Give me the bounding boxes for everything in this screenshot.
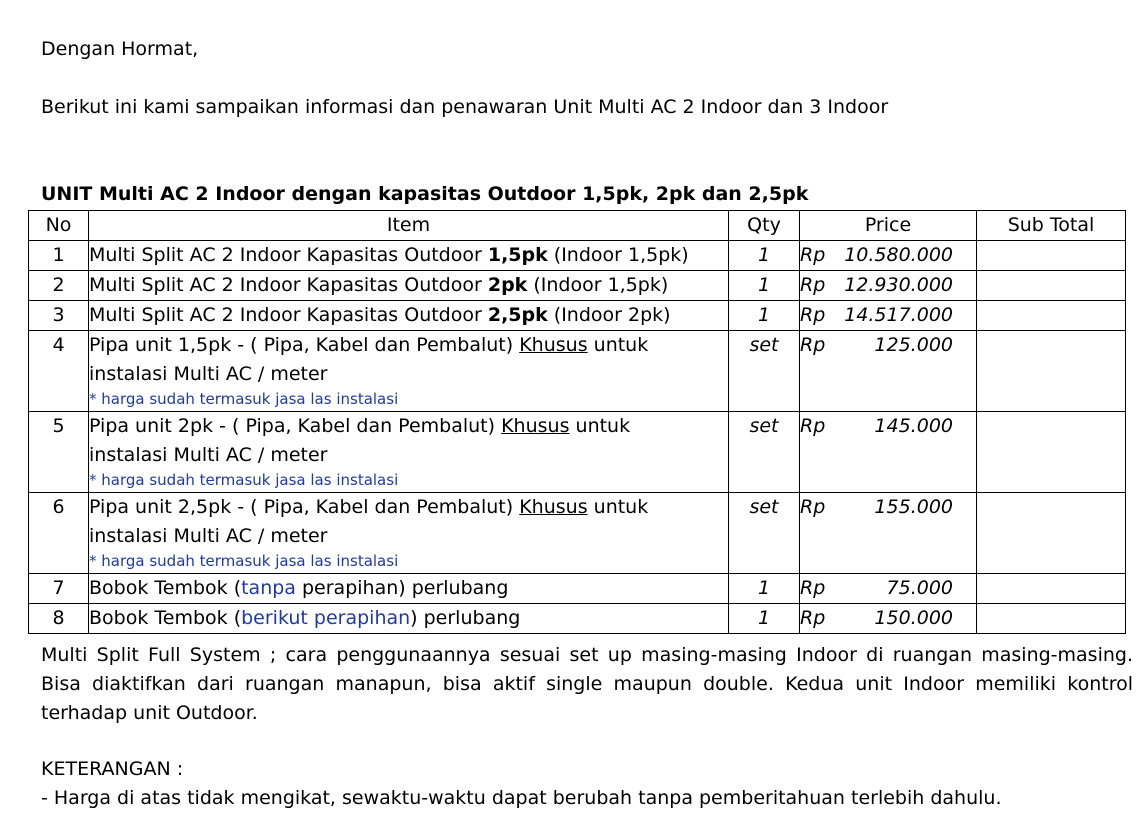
row-item [89,574,729,604]
item-emphasis: Khusus [501,415,570,437]
currency-label: Rp [800,607,826,629]
row-price [800,412,977,493]
row-qty: set [729,412,800,493]
row-subtotal [977,574,1126,604]
price-amount: 75.000 [886,577,953,599]
price-amount: 12.930.000 [844,274,953,296]
item-text: (Indoor 1,5pk) [547,244,689,266]
row-qty: set [729,331,800,412]
table-row [29,604,1126,634]
row-no: 2 [29,271,89,301]
table-row [29,271,1126,301]
item-note: * harga sudah termasuk jasa las instalasi [89,471,399,489]
item-text: instalasi Multi AC / meter [89,363,328,385]
description-paragraph: Multi Split Full System ; cara penggunaannya sesuai set up masing-masing Indoor di ruangan masing-masing. Bisa diaktifkan dari ruangan manapun, bisa aktif single maupun double. Kedua unit Indoor memiliki kontrol terhadap unit Outdoor. [41,644,1133,724]
item-text: Multi Split AC 2 Indoor Kapasitas Outdoor [89,244,488,266]
item-text: (Indoor 2pk) [547,304,671,326]
row-item [89,604,729,634]
table-row [29,574,1126,604]
section-title: UNIT Multi AC 2 Indoor dengan kapasitas Outdoor 1,5pk, 2pk dan 2,5pk [41,183,809,205]
item-note: * harga sudah termasuk jasa las instalasi [89,552,399,570]
item-highlight: berikut perapihan [241,607,411,629]
table-row [29,301,1126,331]
row-item [89,271,729,301]
row-subtotal [977,493,1126,574]
item-text: Multi Split AC 2 Indoor Kapasitas Outdoor [89,274,488,296]
item-capacity: 2pk [487,274,528,296]
item-capacity: 1,5pk [487,244,548,266]
row-item [89,241,729,271]
currency-label: Rp [800,244,826,266]
item-text: instalasi Multi AC / meter [89,525,328,547]
row-subtotal [977,331,1126,412]
item-text: Pipa unit 1,5pk - ( Pipa, Kabel dan Pembalut) [89,334,520,356]
table-header-row [29,211,1126,241]
item-text: Pipa unit 2,5pk - ( Pipa, Kabel dan Pembalut) [89,496,520,518]
row-no: 8 [29,604,89,634]
row-qty: 1 [729,604,800,634]
row-price [800,301,977,331]
item-text: ) perlubang [410,607,521,629]
table-row [29,241,1126,271]
currency-label: Rp [800,577,826,599]
notes-heading: KETERANGAN : [41,758,184,780]
row-price [800,574,977,604]
currency-label: Rp [800,415,826,437]
row-no: 7 [29,574,89,604]
price-amount: 145.000 [874,415,953,437]
item-text: untuk [569,415,631,437]
row-item [89,331,729,412]
header-qty: Qty [729,211,800,241]
currency-label: Rp [800,274,826,296]
row-no: 1 [29,241,89,271]
header-subtotal: Sub Total [977,211,1126,241]
row-subtotal [977,412,1126,493]
item-emphasis: Khusus [519,334,588,356]
table-row [29,412,1126,493]
row-item [89,412,729,493]
currency-label: Rp [800,334,826,356]
row-subtotal [977,241,1126,271]
row-subtotal [977,604,1126,634]
header-item: Item [89,211,729,241]
row-no: 3 [29,301,89,331]
row-item [89,301,729,331]
row-no: 6 [29,493,89,574]
row-no: 4 [29,331,89,412]
item-text: Multi Split AC 2 Indoor Kapasitas Outdoor [89,304,488,326]
quotation-table [28,210,1126,634]
table-row [29,493,1126,574]
row-price [800,331,977,412]
item-emphasis: Khusus [519,496,588,518]
intro-paragraph: Berikut ini kami sampaikan informasi dan penawaran Unit Multi AC 2 Indoor dan 3 Indoor [41,96,889,118]
item-capacity: 2,5pk [487,304,548,326]
row-subtotal [977,301,1126,331]
row-price [800,271,977,301]
row-qty: 1 [729,271,800,301]
row-qty: 1 [729,301,800,331]
notes-item: - Harga di atas tidak mengikat, sewaktu-waktu dapat berubah tanpa pemberitahuan terlebih dahulu. [41,787,1002,809]
item-text: untuk [587,334,649,356]
table-row [29,331,1126,412]
item-note: * harga sudah termasuk jasa las instalasi [89,390,399,408]
item-text: Bobok Tembok ( [89,577,242,599]
item-text: (Indoor 1,5pk) [527,274,669,296]
price-amount: 14.517.000 [844,304,953,326]
price-amount: 125.000 [874,334,953,356]
currency-label: Rp [800,496,826,518]
price-amount: 10.580.000 [844,244,953,266]
row-price [800,493,977,574]
price-amount: 155.000 [874,496,953,518]
row-subtotal [977,271,1126,301]
item-text: Pipa unit 2pk - ( Pipa, Kabel dan Pembalut) [89,415,502,437]
item-text: Bobok Tembok ( [89,607,242,629]
item-text: instalasi Multi AC / meter [89,444,328,466]
header-no: No [29,211,89,241]
header-price: Price [800,211,977,241]
item-text: perapihan) perlubang [295,577,509,599]
row-qty: set [729,493,800,574]
item-text: untuk [587,496,649,518]
price-amount: 150.000 [874,607,953,629]
greeting: Dengan Hormat, [41,38,199,60]
row-no: 5 [29,412,89,493]
row-qty: 1 [729,574,800,604]
row-item [89,493,729,574]
row-qty: 1 [729,241,800,271]
currency-label: Rp [800,304,826,326]
row-price [800,241,977,271]
row-price [800,604,977,634]
item-highlight: tanpa [241,577,296,599]
